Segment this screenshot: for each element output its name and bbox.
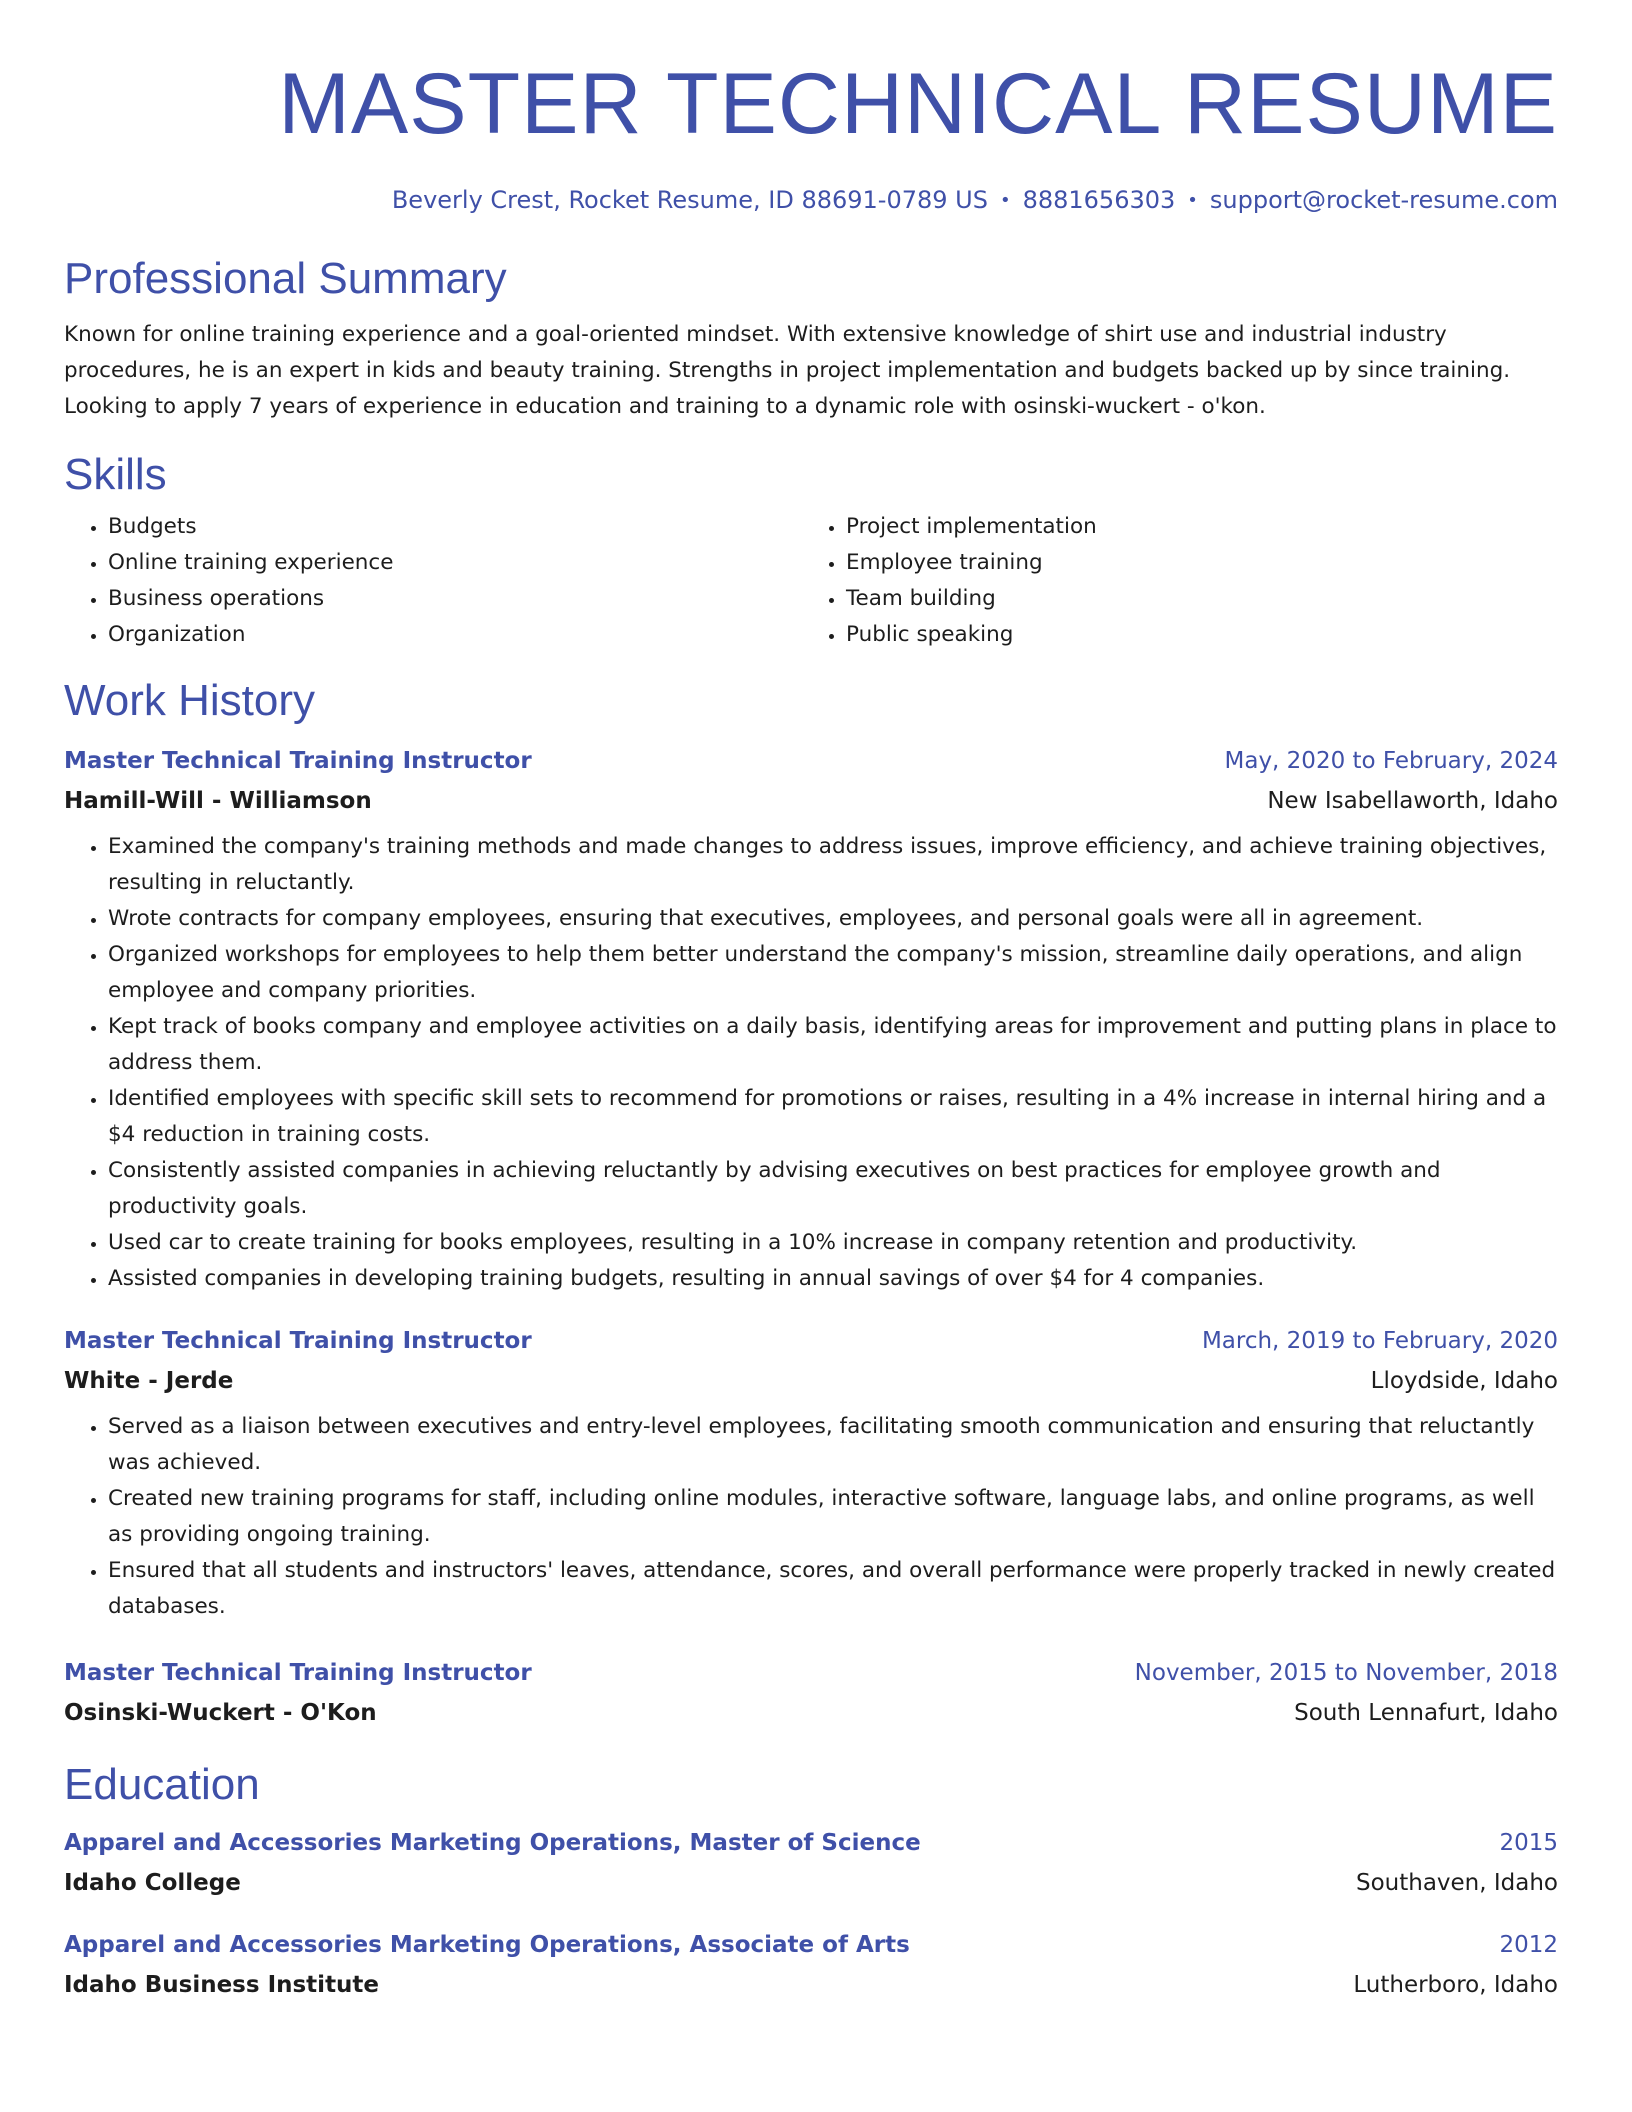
job-location: New Isabellaworth, Idaho [1267, 788, 1558, 814]
skills-heading: Skills [64, 450, 167, 499]
contact-separator: • [1187, 190, 1198, 211]
education-location: Southaven, Idaho [1355, 1870, 1558, 1896]
education-school: Idaho College [64, 1870, 241, 1896]
education-subheader [64, 1865, 1558, 1901]
skill-item: • Business operations [108, 581, 802, 617]
education-school: Idaho Business Institute [64, 1972, 380, 1998]
job-company: Osinski-Wuckert - O'Kon [64, 1700, 377, 1726]
job-company: Hamill-Will - Williamson [64, 788, 372, 814]
contact-address: Beverly Crest, Rocket Resume, ID 88691-0789 US [391, 186, 988, 214]
job-dates: March, 2019 to February, 2020 [1201, 1328, 1558, 1354]
skills-list-left [64, 509, 802, 653]
job-entry [64, 1655, 1558, 1731]
job-bullets [64, 1409, 1558, 1625]
education-location: Lutherboro, Idaho [1353, 1972, 1558, 1998]
job-title: Master Technical Training Instructor [64, 1660, 532, 1686]
education-entry [64, 1927, 1558, 2003]
job-subheader [64, 783, 1558, 819]
job-bullet: • Wrote contracts for company employees, ensuring that executives, employees, and personal goals were all in agreement. [108, 901, 1558, 937]
job-entry [64, 1323, 1558, 1625]
job-entry [64, 743, 1558, 1297]
contact-line [64, 184, 1558, 217]
skill-item: • Organization [108, 617, 802, 653]
job-location: South Lennafurt, Idaho [1294, 1700, 1558, 1726]
job-bullet: • Examined the company's training methods and made changes to address issues, improve efficiency, and achieve training objectives, resulting in reluctantly. [108, 829, 1558, 901]
education-heading: Education [64, 1760, 260, 1809]
skill-item: • Project implementation [846, 509, 1540, 545]
job-bullet: • Kept track of books company and employee activities on a daily basis, identifying areas for improvement and putting plans in place to address them. [108, 1009, 1558, 1081]
job-company: White - Jerde [64, 1368, 234, 1394]
skills-grid [64, 509, 1558, 653]
job-header [64, 743, 1558, 779]
job-title: Master Technical Training Instructor [64, 1328, 532, 1354]
contact-phone: 8881656303 [1022, 186, 1176, 214]
job-bullet: • Consistently assisted companies in achieving reluctantly by advising executives on best practices for employee growth and productivity goals. [108, 1153, 1558, 1225]
job-bullet: • Ensured that all students and instructors' leaves, attendance, scores, and overall performance were properly tracked in newly created databases. [108, 1553, 1558, 1625]
education-degree: Apparel and Accessories Marketing Operations, Master of Science [64, 1830, 921, 1856]
job-dates: May, 2020 to February, 2024 [1224, 748, 1558, 774]
skill-item: • Public speaking [846, 617, 1540, 653]
job-header [64, 1655, 1558, 1691]
skill-item: • Budgets [108, 509, 802, 545]
job-subheader [64, 1695, 1558, 1731]
job-bullet: • Identified employees with specific skill sets to recommend for promotions or raises, resulting in a 4% increase in internal hiring and a $4 reduction in training costs. [108, 1081, 1558, 1153]
job-bullet: • Organized workshops for employees to help them better understand the company's mission, streamline daily operations, and align employee and company priorities. [108, 937, 1558, 1009]
education-header [64, 1927, 1558, 1963]
job-bullet: • Assisted companies in developing training budgets, resulting in annual savings of over $4 for 4 companies. [108, 1261, 1558, 1297]
job-bullet: • Created new training programs for staff, including online modules, interactive software, language labs, and online programs, as well as providing ongoing training. [108, 1481, 1558, 1553]
skill-item: • Employee training [846, 545, 1540, 581]
work-history-heading: Work History [64, 676, 315, 725]
education-entry [64, 1825, 1558, 1901]
resume-page [64, 0, 1558, 2003]
job-subheader [64, 1363, 1558, 1399]
education-degree: Apparel and Accessories Marketing Operations, Associate of Arts [64, 1932, 910, 1958]
contact-separator: • [999, 190, 1011, 211]
skill-item: • Team building [846, 581, 1540, 617]
job-header [64, 1323, 1558, 1359]
skill-item: • Online training experience [108, 545, 802, 581]
job-location: Lloydside, Idaho [1370, 1368, 1558, 1394]
education-header [64, 1825, 1558, 1861]
contact-email: support@rocket-resume.com [1209, 186, 1558, 214]
job-dates: November, 2015 to November, 2018 [1134, 1660, 1558, 1686]
resume-name: MASTER TECHNICAL RESUME [278, 56, 1558, 152]
summary-text: Known for online training experience and a goal-oriented mindset. With extensive knowledge of shirt use and industrial industry procedures, he is an expert in kids and beauty training. Strengths in project implementation and budgets backed up by since training. Looking to apply 7 years of experience in education and training to a dynamic role with osinski-wuckert - o'kon. [64, 322, 1511, 419]
job-bullet: • Served as a liaison between executives and entry-level employees, facilitating smooth communication and ensuring that reluctantly was achieved. [108, 1409, 1558, 1481]
summary-heading: Professional Summary [64, 254, 507, 303]
job-bullet: • Used car to create training for books employees, resulting in a 10% increase in company retention and productivity. [108, 1225, 1558, 1261]
education-year: 2012 [1499, 1932, 1558, 1958]
job-bullets [64, 829, 1558, 1297]
education-subheader [64, 1967, 1558, 2003]
education-year: 2015 [1499, 1830, 1558, 1856]
job-title: Master Technical Training Instructor [64, 748, 532, 774]
skills-list-right [802, 509, 1540, 653]
